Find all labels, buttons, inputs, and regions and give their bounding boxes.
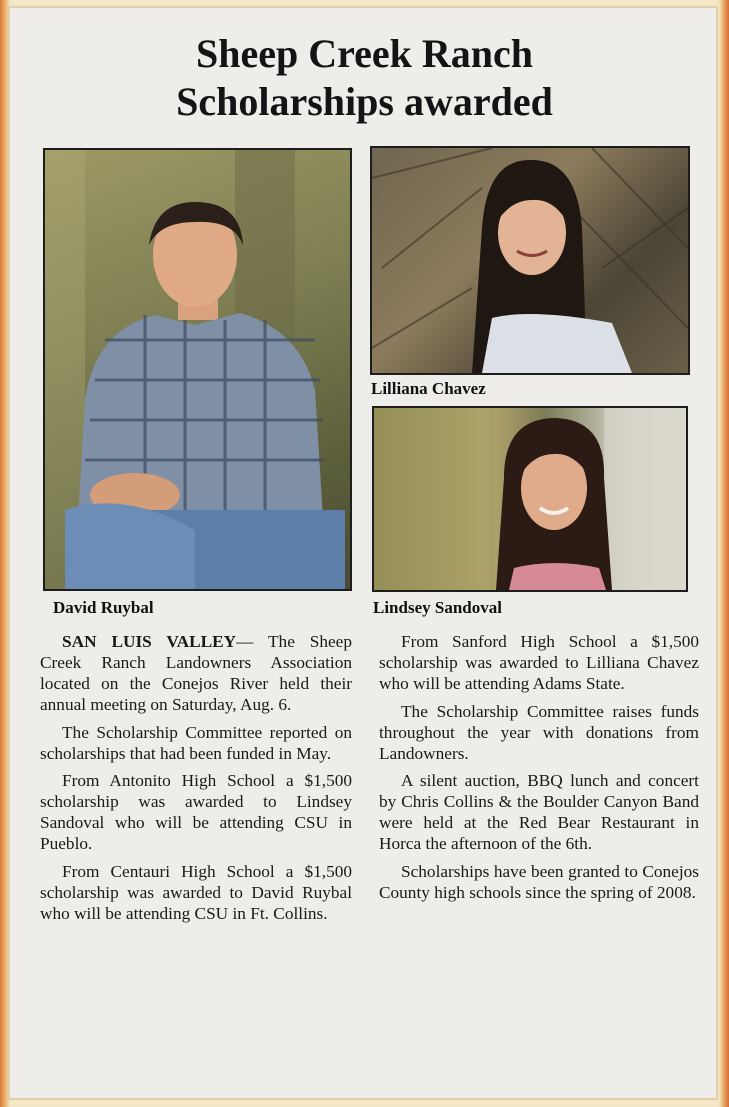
article-paragraph: From Sanford High School a $1,500 scholarship was awarded to Lilliana Chavez who will be attending Adams State.	[379, 632, 699, 693]
article-paragraph: A silent auction, BBQ lunch and concert by Chris Collins & the Boulder Canyon Band were held at the Red Bear Restaurant in Horca the afternoon of the 6th.	[379, 771, 699, 854]
article-lead: — The Sheep Creek Ranch Landowners Association located on the Conejos River held their annual meeting on Saturday, Aug. 6.	[40, 632, 352, 714]
headline-line-2: Scholarships awarded	[176, 79, 553, 124]
headline	[0, 30, 729, 126]
article-paragraph	[40, 632, 352, 716]
article-column-1	[40, 632, 352, 932]
dateline: SAN LUIS VALLEY	[62, 632, 237, 651]
photo-lindsey-sandoval	[372, 406, 688, 592]
caption-lilliana: Lilliana Chavez	[371, 379, 486, 398]
photo-david-ruybal	[43, 148, 352, 591]
caption-david: David Ruybal	[53, 598, 154, 617]
article-paragraph: From Antonito High School a $1,500 scholarship was awarded to Lindsey Sandoval who will be attending CSU in Pueblo.	[40, 771, 352, 854]
caption-lindsey: Lindsey Sandoval	[373, 598, 502, 617]
article-column-2	[379, 632, 699, 911]
article-paragraph: From Centauri High School a $1,500 scholarship was awarded to David Ruybal who will be attending CSU in Ft. Collins.	[40, 862, 352, 923]
headline-line-1: Sheep Creek Ranch	[195, 31, 534, 76]
portrait-girl-illustration	[372, 148, 688, 373]
article-paragraph: The Scholarship Committee raises funds throughout the year with donations from Landowners.	[379, 701, 699, 763]
portrait-man-illustration	[45, 150, 350, 589]
article-paragraph: Scholarships have been granted to Conejos County high schools since the spring of 2008.	[379, 862, 699, 902]
portrait-woman-illustration	[374, 408, 686, 590]
photo-lilliana-chavez	[370, 146, 690, 375]
article-paragraph: The Scholarship Committee reported on scholarships that had been funded in May.	[40, 722, 352, 763]
